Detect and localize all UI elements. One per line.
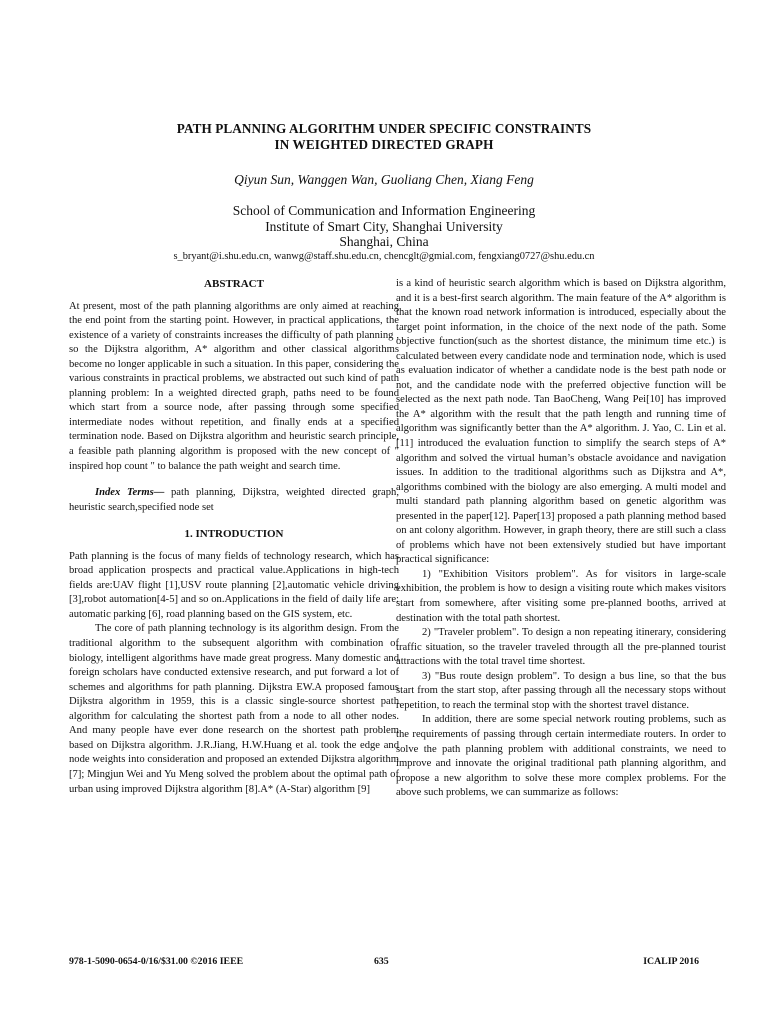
right-column (396, 277, 726, 801)
problem-item-1: 1) "Exhibition Visitors problem". As for visitors in large-scale exhibition, the problem is how to design a visiting route which makes visitors start from somewhere, after visiting some pre-planned booths, arrived at destination with the total path shortest. (396, 568, 726, 624)
footer-page-number: 635 (374, 956, 389, 967)
affiliation-institute: Institute of Smart City, Shanghai University (265, 218, 503, 234)
left-column (69, 277, 399, 797)
problem-item-3: 3) "Bus route design problem". To design a bus line, so that the bus start from the start stop, after passing through all the necessary stops without repetition, to reach the terminal stop with the shortest travel distance. (396, 670, 726, 711)
index-terms (69, 486, 399, 515)
intro-paragraph-4: In addition, there are some special network routing problems, such as the requirements of passing through certain intermediate routers. In order to solve the path planning problem with additional constraints, we need to improve and innovate the original traditional path planning algorithm, and propose a new algorithm to solve these more complex problems. For the above such problems, we can summarize as follows: (396, 714, 726, 799)
footer-venue: ICALIP 2016 (643, 956, 699, 967)
title-line-1: PATH PLANNING ALGORITHM UNDER SPECIFIC CONSTRAINTS (176, 121, 592, 136)
index-terms-label: Index Terms— (95, 487, 165, 499)
introduction-heading: 1. INTRODUCTION (184, 528, 284, 541)
affiliation-city: Shanghai, China (339, 234, 429, 249)
abstract-text: At present, most of the path planning algorithms are only aimed at reaching the end point from the starting point. However, in practical applications, the existence of a variety of constraints increases the difficulty of path planning , so the Dijkstra algorithm, A* algorithm and other classical algorithms become no longer applicable in such a situation. In this paper, considering the various constraints in practical problems, we abstracted out such kind of path planning problem: In a weighted directed graph, paths need to be found which start from a source node, after passing through some specified intermediate nodes without repetition, and finally ends at a specified termination node. Based on Dijkstra algorithm and heuristic search principle, a feasible path planning algorithm is proposed with the new concept of " inspired hop count " to balance the path weight and search time. (69, 300, 399, 472)
affiliation-block (0, 203, 768, 250)
footer-isbn: 978-1-5090-0654-0/16/$31.00 ©2016 IEEE (69, 956, 244, 967)
author-list: Qiyun Sun, Wanggen Wan, Guoliang Chen, Xiang Feng (234, 172, 534, 187)
intro-paragraph-1: Path planning is the focus of many fields of technology research, which has broad application prospects and practical value.Applications in high-tech fields are:UAV flight [1],USV route planning [2],automatic vehicle driving [3],robot automation[4-5] and so on.Applications in the field of daily life are: automatic parking [6], road planning based on the GIS system, etc. (69, 550, 399, 620)
intro-paragraph-3: is a kind of heuristic search algorithm which is based on Dijkstra algorithm, and it is a best-first search algorithm. The main feature of the A* algorithm is that the known road network information is introduced, especially about the target point information, in the choice of the next node of the path. Some objective function(such as the shortest distance, the minimum time etc.) is calculated between every candidate node and termination node, which is used as evaluation indicator of whether a candidate node is the best path node or not, and the candidate node with the preferred objective function will be selected as the next path node. Tan BaoCheng, Wang Pei[10] has improved the A* algorithm with the result that the path length and running time of algorithm was significantly better than the A* algorithm. J. Yao, C. Lin et al.[11] introduced the evaluation function to simplify the search steps of A* algorithm and solved the virtual human’s obstacle avoidance and navigation issues. In addition to the traditional algorithms such as Dijkstra and A*, algorithms combined with the biology are also emerging. A multi model and multi standard path planning algorithm based on genetic algorithm was presented in the paper[12]. Paper[13] proposed a path planning method based on ant colony algorithm. However, in graph theory, there are still such a class of problems which have not been extensively studied but have important practical significance: (396, 278, 726, 566)
intro-paragraph-2: The core of path planning technology is its algorithm design. From the traditional algorithm to the subsequent algorithm with combination of biology, intelligent algorithms have made great progress. Many domestic and foreign scholars have conducted extensive research, and put forward a lot of schemes and algorithms for path planning. Dijkstra EW.A proposed famous Dijkstra algorithm in 1959, this is a classic single-source shortest path algorithm for calculating the shortest path from a node to all other nodes. And many people have ever done research on the shortest path problem based on Dijkstra algorithm. J.R.Jiang, H.W.Huang et al. took the edge and node weights into consideration and proposed an extended Dijkstra algorithm [7]; Mingjun Wei and Yu Meng solved the problem about the optimal path of urban using improved Dijkstra algorithm [8].A* (A-Star) algorithm [9] (69, 623, 399, 795)
abstract-heading: ABSTRACT (204, 278, 264, 290)
author-emails: s_bryant@i.shu.edu.cn, wanwg@staff.shu.edu.cn, chencglt@gmial.com, fengxiang0727@shu.edu.cn (173, 251, 595, 262)
index-terms-text: path planning, Dijkstra, weighted directed graph, heuristic search,specified node set (69, 487, 399, 513)
title-line-2: IN WEIGHTED DIRECTED GRAPH (274, 137, 494, 152)
affiliation-school: School of Communication and Information Engineering (232, 203, 536, 218)
problem-item-2: 2) "Traveler problem". To design a non repeating itinerary, considering traffic situation, so the traveler traveled througth all the pre-planned tourist attractions with the total travel time shortest. (396, 627, 726, 668)
paper-title (0, 121, 768, 153)
